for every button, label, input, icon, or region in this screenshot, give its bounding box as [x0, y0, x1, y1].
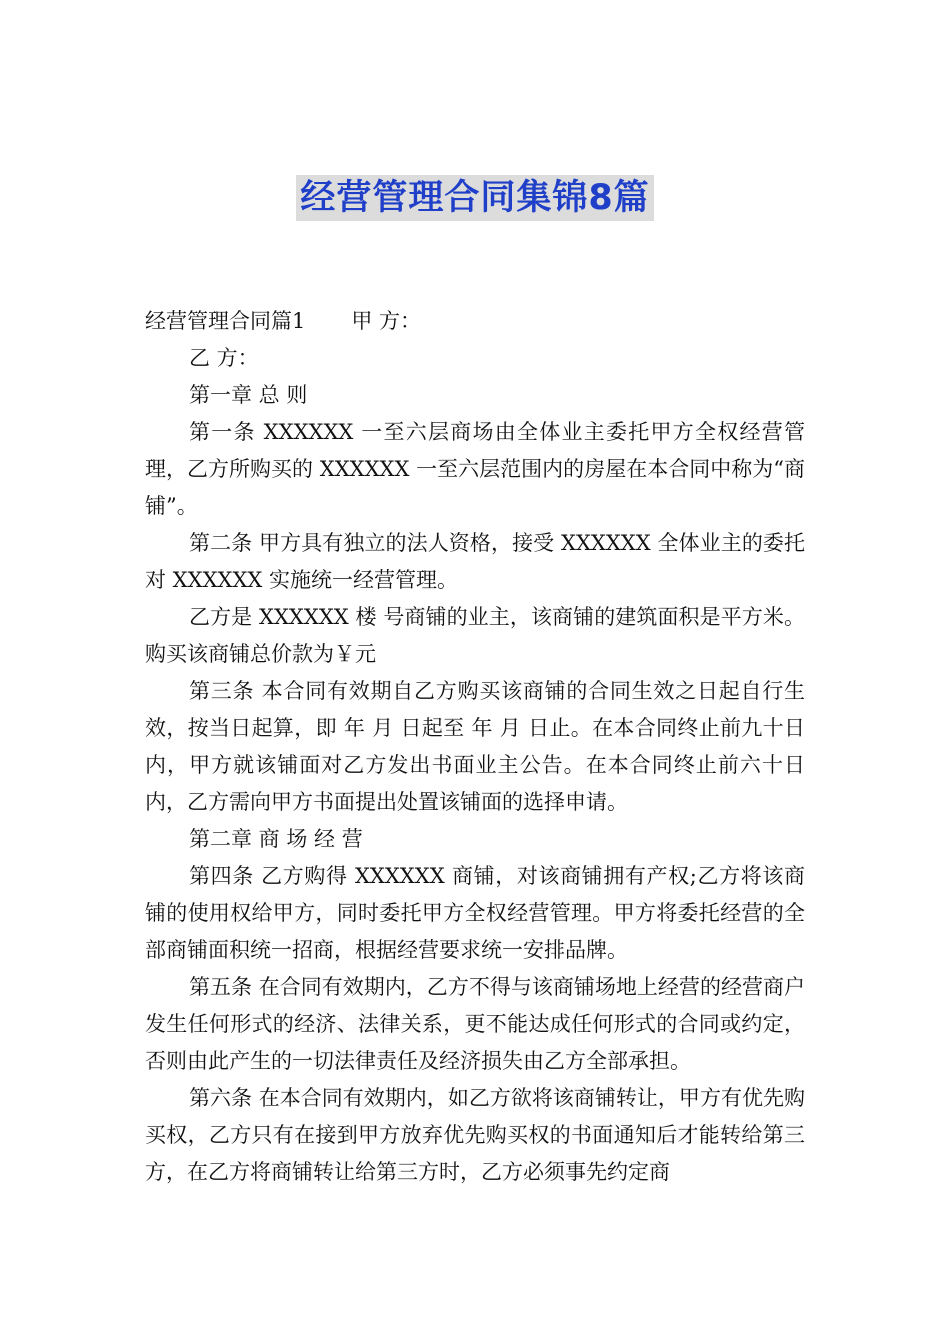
- chapter-2-heading: 第二章 商 场 经 营: [189, 827, 363, 851]
- article-3: 第三条 本合同有效期自乙方购买该商铺的合同生效之日起自行生效，按当日起算，即 年 月 日起至 年 月 日止。在本合同终止前九十日内，甲方就该铺面对乙方发出书面业主公告。在本合同终止前六十日内，乙方需向甲方书面提出处置该铺面的选择申请。: [145, 679, 805, 814]
- document-title: 经营管理合同集锦8篇: [296, 175, 653, 221]
- chapter-1-heading: 第一章 总 则: [189, 383, 308, 407]
- article-1: 第一条 XXXXXX 一至六层商场由全体业主委托甲方全权经营管理，乙方所购买的 XXXXXX 一至六层范围内的房屋在本合同中称为“商铺”。: [145, 420, 805, 518]
- first-line: [145, 303, 805, 340]
- party-b-label: 乙 方：: [189, 346, 259, 370]
- document-body: [145, 303, 805, 1191]
- article-2: 第二条 甲方具有独立的法人资格，接受 XXXXXX 全体业主的委托对 XXXXXX 实施统一经营管理。: [145, 531, 805, 592]
- title-wrap: [0, 175, 950, 221]
- article-5: 第五条 在合同有效期内，乙方不得与该商铺场地上经营的经营商户发生任何形式的经济、法律关系，更不能达成任何形式的合同或约定，否则由此产生的一切法律责任及经济损失由乙方全部承担。: [145, 975, 805, 1073]
- party-a-label: 甲 方：: [351, 309, 422, 333]
- section-heading: 经营管理合同篇1: [145, 309, 306, 333]
- shop-info: 乙方是 XXXXXX 楼 号商铺的业主，该商铺的建筑面积是平方米。购买该商铺总价款为￥元: [145, 605, 805, 666]
- article-6: 第六条 在本合同有效期内，如乙方欲将该商铺转让，甲方有优先购买权，乙方只有在接到甲方放弃优先购买权的书面通知后才能转给第三方，在乙方将商铺转让给第三方时，乙方必须事先约定商: [145, 1086, 805, 1184]
- article-4: 第四条 乙方购得 XXXXXX 商铺，对该商铺拥有产权;乙方将该商铺的使用权给甲方，同时委托甲方全权经营管理。甲方将委托经营的全部商铺面积统一招商，根据经营要求统一安排品牌。: [145, 864, 805, 962]
